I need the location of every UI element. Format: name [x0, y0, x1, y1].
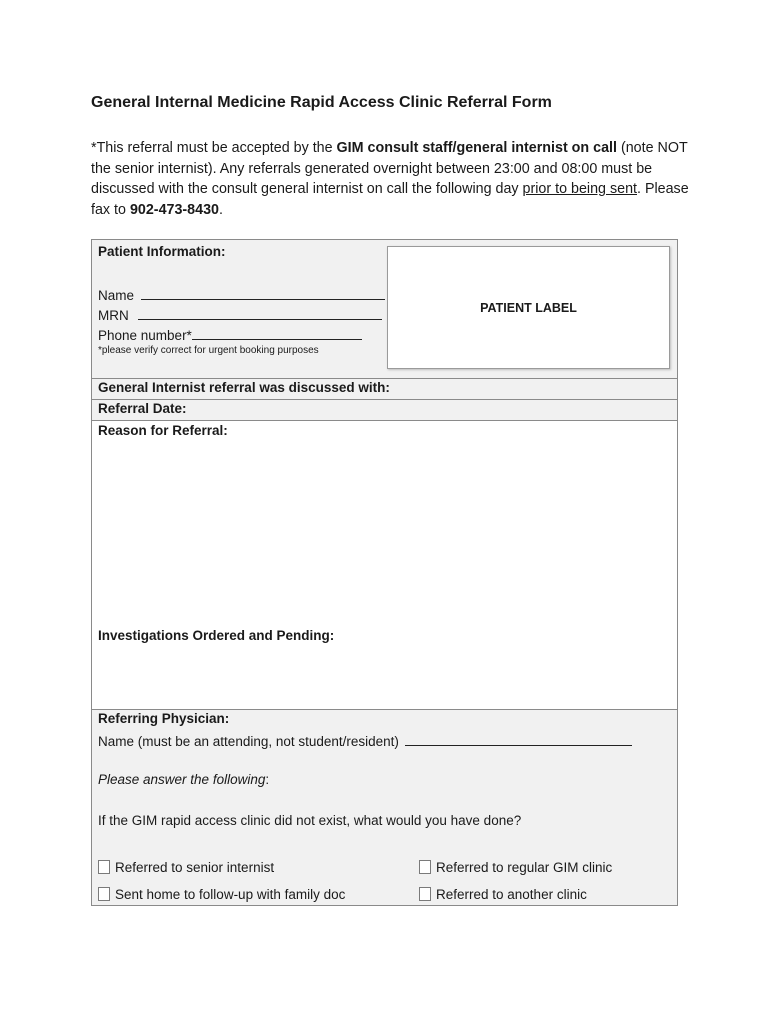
discussed-with-label: General Internist referral was discussed with:	[98, 380, 390, 395]
option-label: Referred to another clinic	[436, 887, 587, 902]
patient-mrn-label: MRN	[98, 308, 129, 323]
intro-paragraph	[91, 138, 691, 220]
form-title: General Internal Medicine Rapid Access Clinic Referral Form	[91, 94, 552, 111]
option-family-doc[interactable]	[98, 887, 345, 902]
referring-physician-section	[92, 710, 677, 905]
patient-phone-row	[98, 325, 362, 343]
investigations-heading: Investigations Ordered and Pending:	[98, 628, 335, 643]
discussed-with-row	[92, 379, 677, 399]
referral-form-table	[91, 239, 678, 906]
referring-physician-heading: Referring Physician:	[98, 711, 230, 726]
alternative-question: If the GIM rapid access clinic did not exist, what would you have done?	[98, 813, 522, 828]
checkbox[interactable]	[419, 860, 431, 874]
intro-bold-accepting-staff: GIM consult staff/general internist on call	[336, 140, 617, 156]
reason-section[interactable]	[92, 421, 677, 709]
option-label: Sent home to follow-up with family doc	[115, 887, 346, 902]
reason-heading: Reason for Referral:	[98, 423, 228, 438]
intro-text-3: . Please fax to	[91, 181, 689, 218]
referral-date-row	[92, 400, 677, 420]
patient-mrn-row	[98, 305, 382, 323]
physician-name-field[interactable]	[405, 731, 632, 746]
patient-name-row	[98, 285, 385, 303]
patient-info-section	[92, 240, 677, 378]
option-another-clinic[interactable]	[419, 887, 587, 902]
option-label: Referred to senior internist	[115, 860, 275, 875]
intro-text-4: .	[219, 201, 223, 218]
intro-text-2: (note NOT the senior internist). Any referrals generated overnight between 23:00 and 08:00 must be discussed with the consult general internist on call the following day	[91, 140, 688, 197]
intro-underline-prior: prior to being sent	[522, 181, 637, 197]
fax-number: 902-473-8430	[129, 201, 219, 218]
answer-prompt	[98, 772, 269, 787]
patient-name-field[interactable]	[141, 285, 385, 300]
checkbox[interactable]	[98, 887, 110, 901]
answer-prompt-colon: :	[265, 772, 270, 787]
checkbox[interactable]	[419, 887, 431, 901]
option-label: Referred to regular GIM clinic	[436, 860, 613, 875]
referral-date-label: Referral Date:	[98, 401, 187, 416]
physician-name-row	[98, 731, 632, 749]
phone-verify-note: *please verify correct for urgent booking purposes	[98, 345, 319, 356]
patient-info-heading: Patient Information:	[98, 244, 226, 259]
physician-name-label: Name (must be an attending, not student/resident)	[98, 734, 399, 749]
patient-name-label: Name	[98, 288, 135, 303]
intro-text-1: *This referral must be accepted by the	[91, 140, 337, 156]
patient-mrn-field[interactable]	[138, 305, 382, 320]
option-senior-internist[interactable]	[98, 860, 274, 875]
option-regular-gim-clinic[interactable]	[419, 860, 612, 875]
answer-prompt-text: Please answer the following	[98, 772, 266, 787]
checkbox[interactable]	[98, 860, 110, 874]
patient-phone-label: Phone number*	[98, 328, 192, 343]
patient-label-box	[387, 246, 670, 369]
patient-label-text: PATIENT LABEL	[480, 301, 577, 315]
patient-phone-field[interactable]	[192, 325, 362, 340]
